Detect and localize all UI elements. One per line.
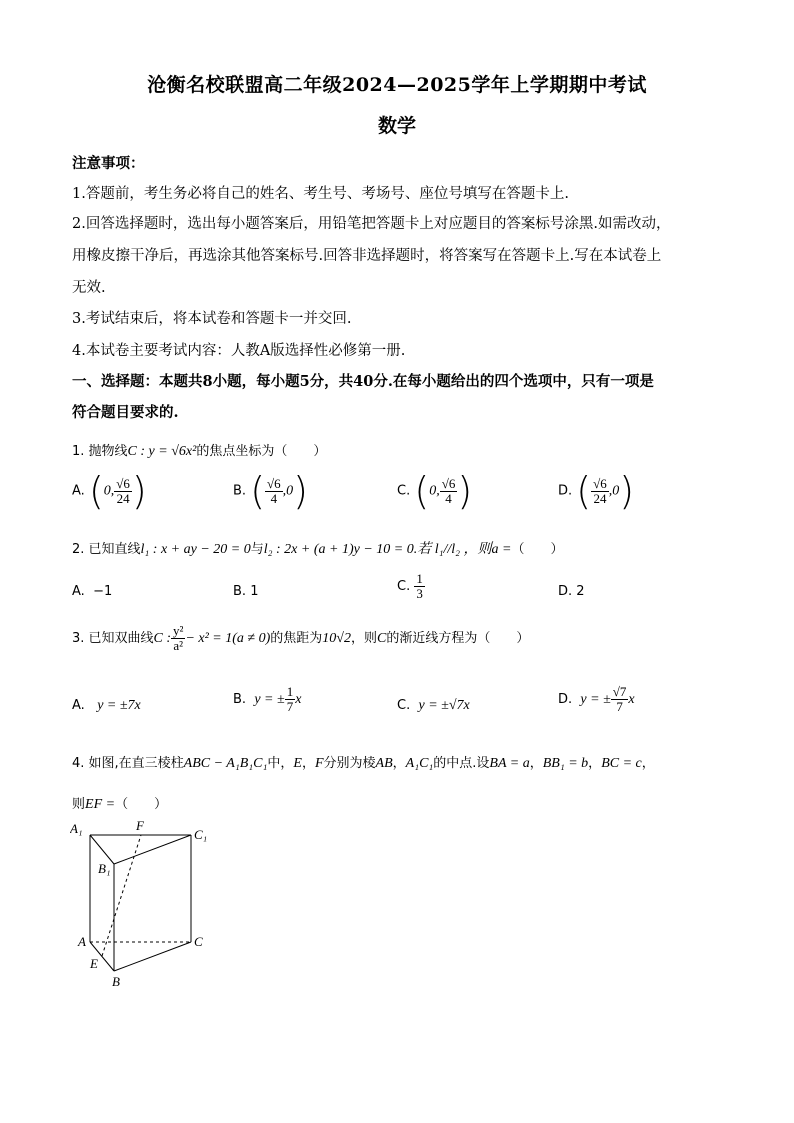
option-fraction: $\frac{√6}{4}$ xyxy=(267,475,281,506)
q3-fraction: $\frac{\text{y²}}{\text{a²}}$ xyxy=(173,623,184,653)
option-label: C. xyxy=(397,483,411,499)
option-fraction: $\frac{√6}{4}$ xyxy=(441,475,456,506)
q1-prefix: 1. 抛物线 xyxy=(72,444,128,459)
q2-line-2: l₂ : 2x + (a + 1)y − 10 = 0 xyxy=(263,542,414,557)
option-fraction: $\frac{√7}{7}$ xyxy=(612,684,627,714)
note-2b: 用橡皮擦干净后，再选涂其他答案标号.回答非选择题时，将答案写在答题卡上.写在本试卷上 xyxy=(72,248,662,264)
label-b1: B₁ xyxy=(98,861,111,876)
label-e: E xyxy=(90,956,98,971)
section-1-line1: 一、选择题：本题共8小题，每小题5分，共40分.在每小题给出的四个选项中，只有一项是 xyxy=(72,373,654,390)
label-a1: A₁ xyxy=(70,821,83,836)
vector-ba: BA = a xyxy=(489,756,530,771)
question-4-stem-2: 则EF =（ ） xyxy=(72,797,168,812)
q1-option-d[interactable]: D. ( $\frac{√6}{24}$ ,0) xyxy=(558,469,635,513)
note-1: 1.答题前，考生务必将自己的姓名、考生号、考场号、座位号填写在答题卡上. xyxy=(72,186,569,202)
note-2c: 无效. xyxy=(72,280,106,296)
label-f: F xyxy=(136,818,144,833)
note-3: 3.考试结束后，将本试卷和答题卡一并交回. xyxy=(72,311,352,327)
q1-expression: C : y = √6x² xyxy=(127,444,197,459)
subject-title: 数学 xyxy=(377,115,416,137)
option-fraction: $\frac{1}{7}$ xyxy=(286,684,294,714)
q2-line-1: l₁ : x + ay − 20 = 0 xyxy=(140,542,251,557)
question-4-stem: 4. 如图,在直三棱柱ABC − A₁B₁C₁中，E，F分别为棱AB，A₁C₁的中点.设BA = a，BB₁ = b，BC = c， xyxy=(72,756,655,771)
label-c1: C₁ xyxy=(194,827,208,842)
q1-option-b[interactable]: B. ( $\frac{√6}{4}$ ,0) xyxy=(233,469,308,513)
prism-figure xyxy=(70,815,220,995)
label-a: A xyxy=(78,934,86,949)
option-fraction: $\frac{1}{3}$ xyxy=(416,571,423,601)
q3-option-c[interactable]: C. y = ±√7x xyxy=(397,698,470,713)
option-part: ,0 xyxy=(608,483,620,499)
option-label: D. xyxy=(558,483,573,499)
note-4: 4.本试卷主要考试内容：人教A版选择性必修第一册. xyxy=(72,343,406,359)
option-part: ,0 xyxy=(282,483,294,499)
q2-option-d[interactable]: D. 2 xyxy=(558,584,585,599)
question-3-stem: 3. 已知双曲线C : $\frac{\text{y²}}{\text{a²}}$ − x² = 1(a ≠ 0)的焦距为10√2，则C的渐近线方程为（ ） xyxy=(72,623,530,653)
q3-option-d[interactable]: D. y = ± $\frac{√7}{7}$ x xyxy=(558,684,635,714)
option-fraction: $\frac{√6}{24}$ xyxy=(116,475,130,506)
notes-heading: 注意事项： xyxy=(72,155,145,172)
option-part: 0, xyxy=(429,483,440,499)
q2-option-a[interactable]: A. −1 xyxy=(72,584,113,599)
q2-option-c[interactable]: C. $\frac{1}{3}$ xyxy=(397,571,423,601)
q3-option-b[interactable]: B. y = ± $\frac{1}{7}$ x xyxy=(233,684,302,714)
question-2-stem: 2. 已知直线l₁ : x + ay − 20 = 0与l₂ : 2x + (a + 1)y − 10 = 0.若 l₁//l₂ ，则a =（ ） xyxy=(72,542,564,557)
q3-option-a[interactable]: A. y = ±7x xyxy=(72,698,141,713)
option-part: 0, xyxy=(103,483,115,499)
label-c: C xyxy=(194,934,203,949)
q1-option-c[interactable]: C. (0, $\frac{√6}{4}$ ) xyxy=(397,469,473,513)
q1-suffix: 的焦点坐标为（ ） xyxy=(196,444,327,459)
exam-title: 沧衡名校联盟高二年级2024—2025学年上学期期中考试 xyxy=(147,74,647,96)
q1-option-a[interactable]: A. (0, $\frac{√6}{24}$ ) xyxy=(72,469,147,513)
vector-ef: EF = xyxy=(85,797,116,812)
option-label: A. xyxy=(72,483,85,499)
option-label: B. xyxy=(233,483,247,499)
vector-bb1: BB₁ = b xyxy=(542,756,589,771)
section-1-line2: 符合题目要求的. xyxy=(72,404,179,421)
label-b: B xyxy=(112,974,120,989)
vector-bc: BC = c xyxy=(601,756,642,771)
question-1-stem xyxy=(72,440,326,460)
q2-option-b[interactable]: B. 1 xyxy=(233,584,259,599)
note-2a: 2.回答选择题时，选出每小题答案后，用铅笔把答题卡上对应题目的答案标号涂黑.如需改动， xyxy=(72,216,671,232)
option-fraction: $\frac{√6}{24}$ xyxy=(593,475,607,506)
